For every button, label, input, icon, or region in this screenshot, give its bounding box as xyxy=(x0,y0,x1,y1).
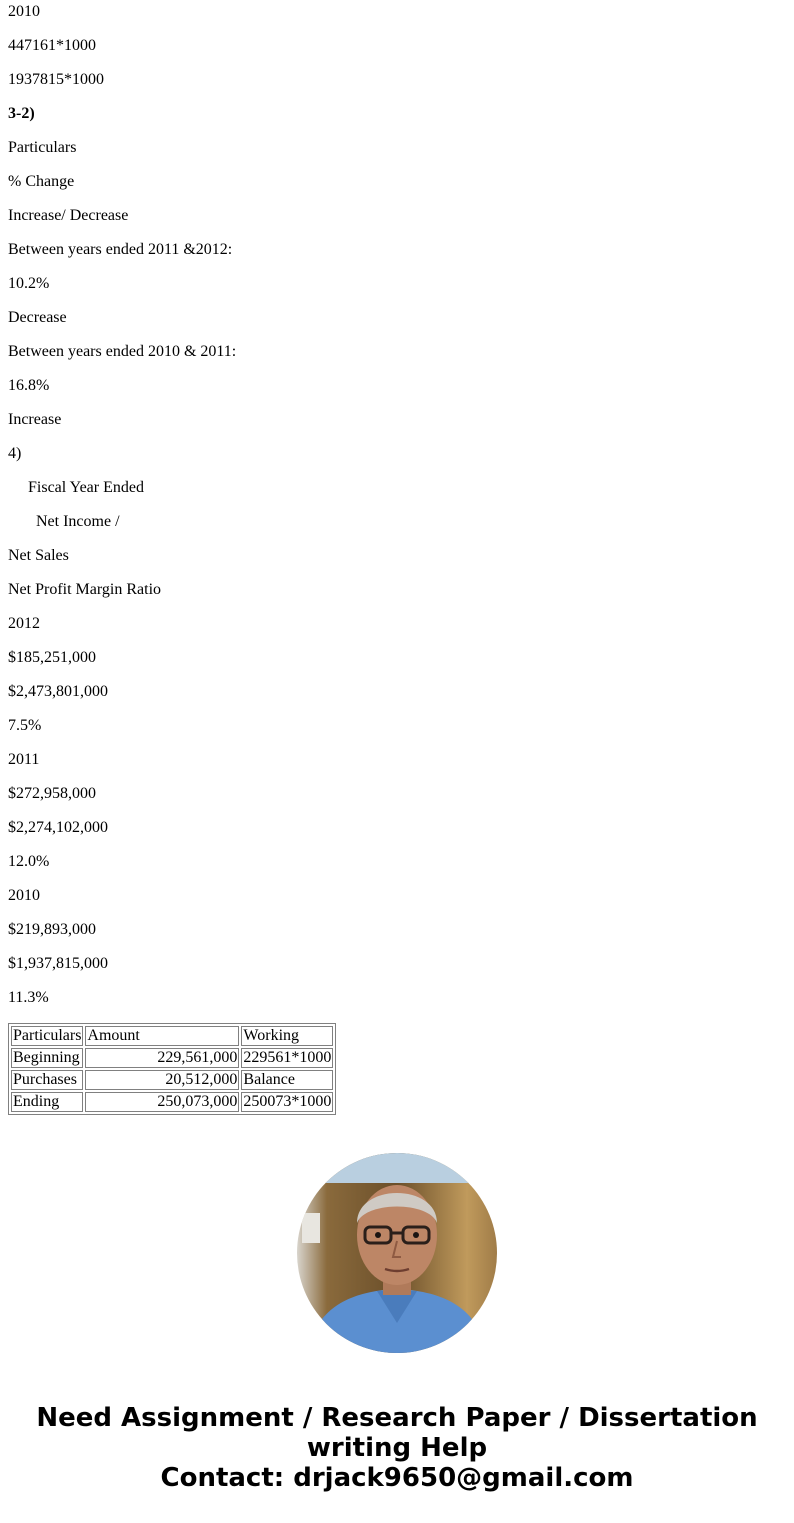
text-line-ratio-2011: 12.0% xyxy=(8,853,50,870)
table-header-amount: Amount xyxy=(85,1026,239,1046)
table-cell-particulars: Beginning xyxy=(11,1048,83,1068)
cta-line-need-assignment: Need Assignment / Research Paper / Dissertation xyxy=(36,1403,758,1433)
avatar xyxy=(297,1153,497,1353)
table-cell-working: 229561*1000 xyxy=(243,1049,332,1066)
text-line-net-sales-2011: $2,274,102,000 xyxy=(8,819,108,836)
text-line-ratio-2010: 11.3% xyxy=(8,989,49,1006)
text-line-between-2011-2012: Between years ended 2011 &2012: xyxy=(8,241,233,258)
text-line-net-income-2010-b: $219,893,000 xyxy=(8,921,96,938)
text-line-net-sales-2012: $2,473,801,000 xyxy=(8,683,108,700)
cta-line-writing-help: writing Help xyxy=(306,1433,488,1463)
cta-line-contact-email: Contact: drjack9650@gmail.com xyxy=(160,1463,634,1493)
text-line-net-sales-2010: 1937815*1000 xyxy=(8,71,104,88)
table-header-particulars: Particulars xyxy=(13,1027,82,1044)
text-line-change-2011-2012: 10.2% xyxy=(8,275,50,292)
table-cell-working: 250073*1000 xyxy=(243,1093,332,1110)
text-line-particulars: Particulars xyxy=(8,139,77,156)
table-cell-particulars: Ending xyxy=(11,1092,83,1112)
text-line-net-income-2010: 447161*1000 xyxy=(8,37,96,54)
text-line-year-2011: 2011 xyxy=(8,751,40,768)
text-line-net-income-2011: $272,958,000 xyxy=(8,785,96,802)
table-row xyxy=(11,1092,333,1112)
text-line-fiscal-year-ended: Fiscal Year Ended xyxy=(28,479,144,496)
table-cell-particulars: Purchases xyxy=(11,1070,83,1090)
section-heading-3-2: 3-2) xyxy=(8,105,35,122)
text-line-direction-2011-2012: Decrease xyxy=(8,309,67,326)
text-line-year-2010: 2010 xyxy=(8,3,40,20)
text-line-margin-ratio-header: Net Profit Margin Ratio xyxy=(8,581,162,598)
text-line-between-2010-2011: Between years ended 2010 & 2011: xyxy=(8,343,237,360)
table-cell-amount: 250,073,000 xyxy=(85,1092,239,1112)
inventory-table xyxy=(8,1023,336,1115)
table-cell-amount: 20,512,000 xyxy=(85,1070,239,1090)
table-cell-working: Balance xyxy=(241,1070,333,1090)
text-line-change-2010-2011: 16.8% xyxy=(8,377,50,394)
text-line-net-sales-header: Net Sales xyxy=(8,547,69,564)
contact-banner xyxy=(0,1403,794,1493)
table-cell-amount: 229,561,000 xyxy=(85,1048,239,1068)
table-header-row xyxy=(11,1026,333,1046)
text-line-net-sales-2010-b: $1,937,815,000 xyxy=(8,955,108,972)
text-line-net-income-header: Net Income / xyxy=(36,513,120,530)
table-row xyxy=(11,1070,333,1090)
text-line-increase-decrease: Increase/ Decrease xyxy=(8,207,129,224)
text-line-percent-change: % Change xyxy=(8,173,75,190)
text-line-year-2010-b: 2010 xyxy=(8,887,40,904)
table-row xyxy=(11,1048,333,1068)
text-line-direction-2010-2011: Increase xyxy=(8,411,62,428)
table-header-working: Working xyxy=(241,1026,333,1046)
text-line-year-2012: 2012 xyxy=(8,615,40,632)
section-heading-4: 4) xyxy=(8,445,22,462)
portrait-image xyxy=(297,1153,497,1353)
text-line-ratio-2012: 7.5% xyxy=(8,717,42,734)
text-line-net-income-2012: $185,251,000 xyxy=(8,649,96,666)
